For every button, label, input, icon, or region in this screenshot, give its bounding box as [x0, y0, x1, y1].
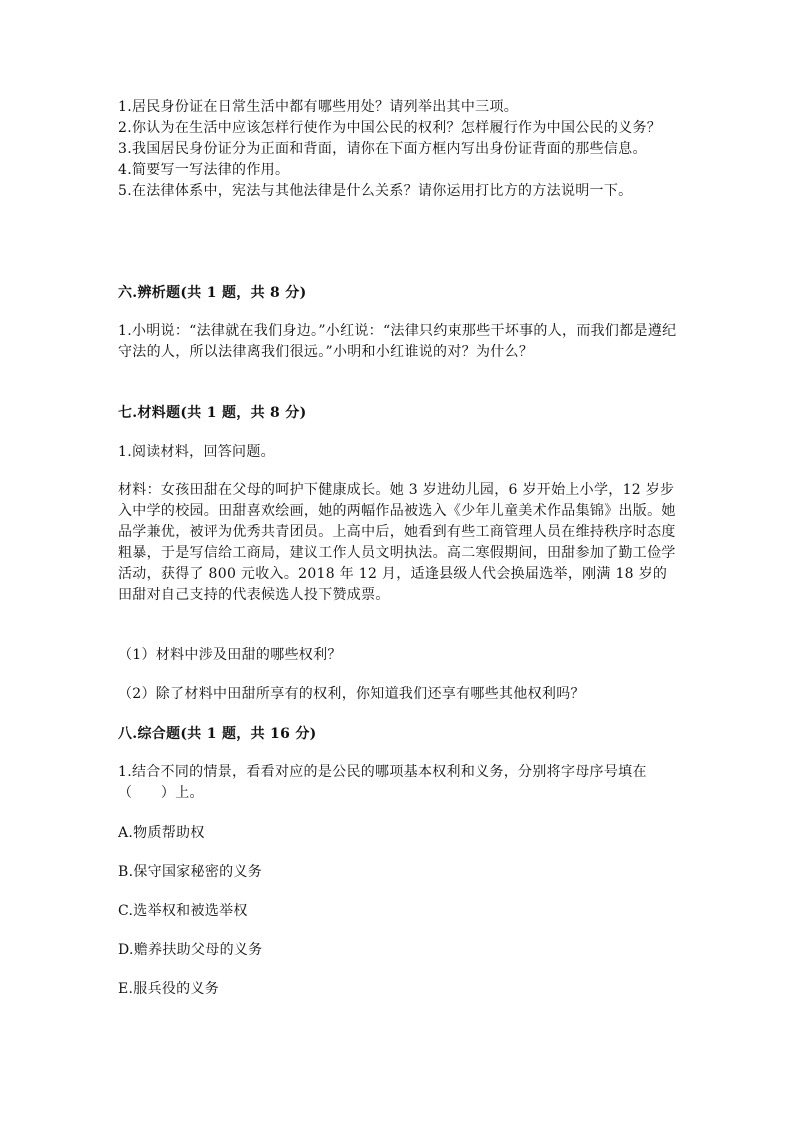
- section8-question-1: 1.结合不同的情景，看看对应的是公民的哪项基本权利和义务，分别将字母序号填在（ ）上。: [118, 764, 647, 801]
- short-answer-3: 3.我国居民身份证分为正面和背面，请你在下面方框内写出身份证背面的那些信息。: [118, 141, 647, 157]
- section7-question-1: 1.阅读材料，回答问题。: [118, 444, 275, 460]
- section7-subquestion-2: （2）除了材料中田甜所享有的权利，你知道我们还享有哪些其他权利吗？: [118, 686, 585, 702]
- short-answer-4: 4.简要写一写法律的作用。: [118, 162, 290, 178]
- short-answer-list: [118, 97, 678, 202]
- short-answer-1: 1.居民身份证在日常生活中都有哪些用处？请列举出其中三项。: [118, 99, 519, 115]
- section6-question-1: 1.小明说：“法律就在我们身边。”小红说：“法律只约束那些干坏事的人，而我们都是遵纪守法的人，所以法律离我们很远。”小明和小红谁说的对？为什么？: [118, 323, 677, 360]
- section7-material: 材料：女孩田甜在父母的呵护下健康成长。她 3 岁进幼儿园，6 岁开始上小学，12 岁步入中学的校园。田甜喜欢绘画，她的两幅作品被选入《少年儿童美术作品集锦》出版。她品学兼优，被评为优秀共青团员。上高中后，她看到有些工商管理人员在维持秩序时态度粗暴，于是写信给工商局，建议工作人员文明执法。高二寒假期间，田甜参加了勤工俭学活动，获得了 800 元收入。2018 年 12 月，适逢县级人代会换届选举，刚满 18 岁的田甜对自己支持的代表候选人投下赞成票。: [118, 482, 676, 603]
- option-b: B.保守国家秘密的义务: [118, 864, 263, 880]
- section7-subquestion-1: （1）材料中涉及田甜的哪些权利？: [118, 647, 342, 663]
- option-a: A.物质帮助权: [118, 825, 205, 841]
- option-e: E.服兵役的义务: [118, 981, 220, 997]
- option-c: C.选举权和被选举权: [118, 903, 248, 919]
- section7-heading: 七.材料题(共 1 题，共 8 分): [118, 405, 307, 421]
- short-answer-2: 2.你认为在生活中应该怎样行使作为中国公民的权利？怎样履行作为中国公民的义务？: [118, 120, 662, 136]
- section6-heading: 六.辨析题(共 1 题，共 8 分): [118, 285, 307, 301]
- short-answer-5: 5.在法律体系中，宪法与其他法律是什么关系？请你运用打比方的方法说明一下。: [118, 183, 633, 199]
- section8-heading: 八.综合题(共 1 题，共 16 分): [118, 726, 317, 742]
- option-d: D.赡养扶助父母的义务: [118, 942, 263, 958]
